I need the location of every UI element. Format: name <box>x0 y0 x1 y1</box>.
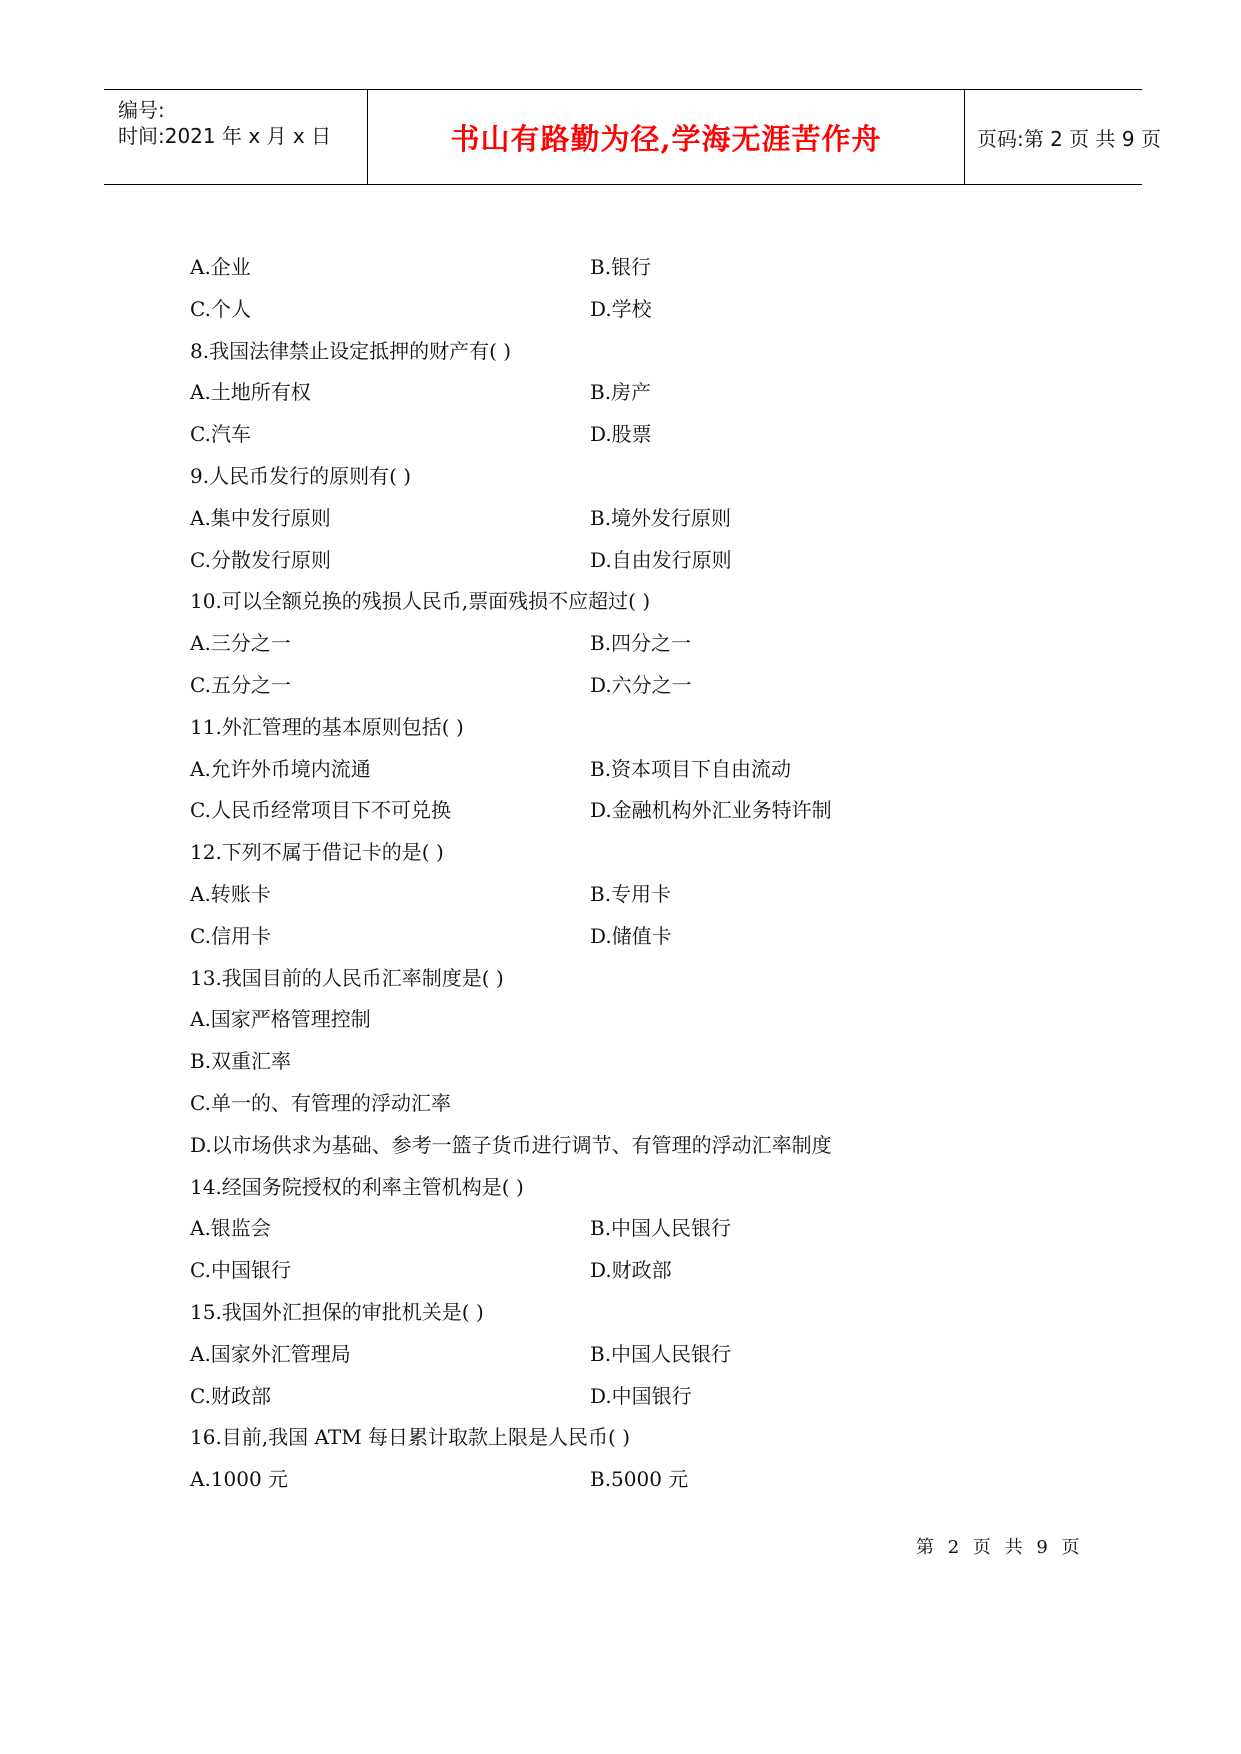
option-right: D.财政部 <box>590 1258 672 1282</box>
question-line: D.以市场供求为基础、参考一篮子货币进行调节、有管理的浮动汇率制度 <box>190 1133 832 1157</box>
question-line: C.汽车 <box>190 422 251 446</box>
header-meta-cell <box>104 90 368 184</box>
time-label: 时间:2021 年 x 月 x 日 <box>118 124 332 148</box>
option-right: D.股票 <box>590 422 652 446</box>
question-line: 13.我国目前的人民币汇率制度是( ) <box>190 966 504 990</box>
header-motto-cell <box>368 90 965 184</box>
question-line: A.允许外币境内流通 <box>190 757 371 781</box>
question-line: A.转账卡 <box>190 882 271 906</box>
question-line: 9.人民币发行的原则有( ) <box>190 464 412 488</box>
question-line: C.五分之一 <box>190 673 291 697</box>
question-line: 10.可以全额兑换的残损人民币,票面残损不应超过( ) <box>190 589 651 613</box>
option-right: D.学校 <box>590 297 652 321</box>
question-line: C.单一的、有管理的浮动汇率 <box>190 1091 451 1115</box>
option-right: B.四分之一 <box>590 631 692 655</box>
question-line: A.国家严格管理控制 <box>190 1007 371 1031</box>
question-line: A.企业 <box>190 255 251 279</box>
option-right: D.六分之一 <box>590 673 692 697</box>
option-right: B.中国人民银行 <box>590 1342 732 1366</box>
option-right: D.自由发行原则 <box>590 548 732 572</box>
question-line: A.土地所有权 <box>190 380 311 404</box>
question-line: 15.我国外汇担保的审批机关是( ) <box>190 1300 484 1324</box>
option-right: B.专用卡 <box>590 882 672 906</box>
question-line: 14.经国务院授权的利率主管机构是( ) <box>190 1175 524 1199</box>
page-number-label: 页码:第 2 页 共 9 页 <box>977 126 1161 151</box>
question-line: C.个人 <box>190 297 251 321</box>
option-right: B.5000 元 <box>590 1467 689 1491</box>
option-right: D.储值卡 <box>590 924 672 948</box>
option-right: D.金融机构外汇业务特许制 <box>590 798 832 822</box>
motto-text: 书山有路勤为径,学海无涯苦作舟 <box>450 121 882 156</box>
option-right: B.中国人民银行 <box>590 1216 732 1240</box>
serial-label: 编号: <box>118 98 165 122</box>
question-line: C.信用卡 <box>190 924 271 948</box>
option-right: B.境外发行原则 <box>590 506 732 530</box>
option-right: B.资本项目下自由流动 <box>590 757 792 781</box>
question-line: A.三分之一 <box>190 631 291 655</box>
option-right: B.银行 <box>590 255 652 279</box>
page-footer: 第 2 页 共 9 页 <box>916 1537 1084 1558</box>
page-header <box>104 89 1161 185</box>
question-line: 16.目前,我国 ATM 每日累计取款上限是人民币( ) <box>190 1425 631 1449</box>
question-line: C.分散发行原则 <box>190 548 331 572</box>
question-line: A.银监会 <box>190 1216 271 1240</box>
question-line: B.双重汇率 <box>190 1049 292 1073</box>
question-line: C.中国银行 <box>190 1258 291 1282</box>
question-line: A.集中发行原则 <box>190 506 331 530</box>
question-line: A.国家外汇管理局 <box>190 1342 351 1366</box>
option-right: B.房产 <box>590 380 652 404</box>
question-line: C.财政部 <box>190 1384 271 1408</box>
question-line: 11.外汇管理的基本原则包括( ) <box>190 715 464 739</box>
question-line: A.1000 元 <box>190 1467 289 1491</box>
question-line: 8.我国法律禁止设定抵押的财产有( ) <box>190 339 512 363</box>
question-line: C.人民币经常项目下不可兑换 <box>190 798 451 822</box>
question-line: 12.下列不属于借记卡的是( ) <box>190 840 444 864</box>
option-right: D.中国银行 <box>590 1384 692 1408</box>
